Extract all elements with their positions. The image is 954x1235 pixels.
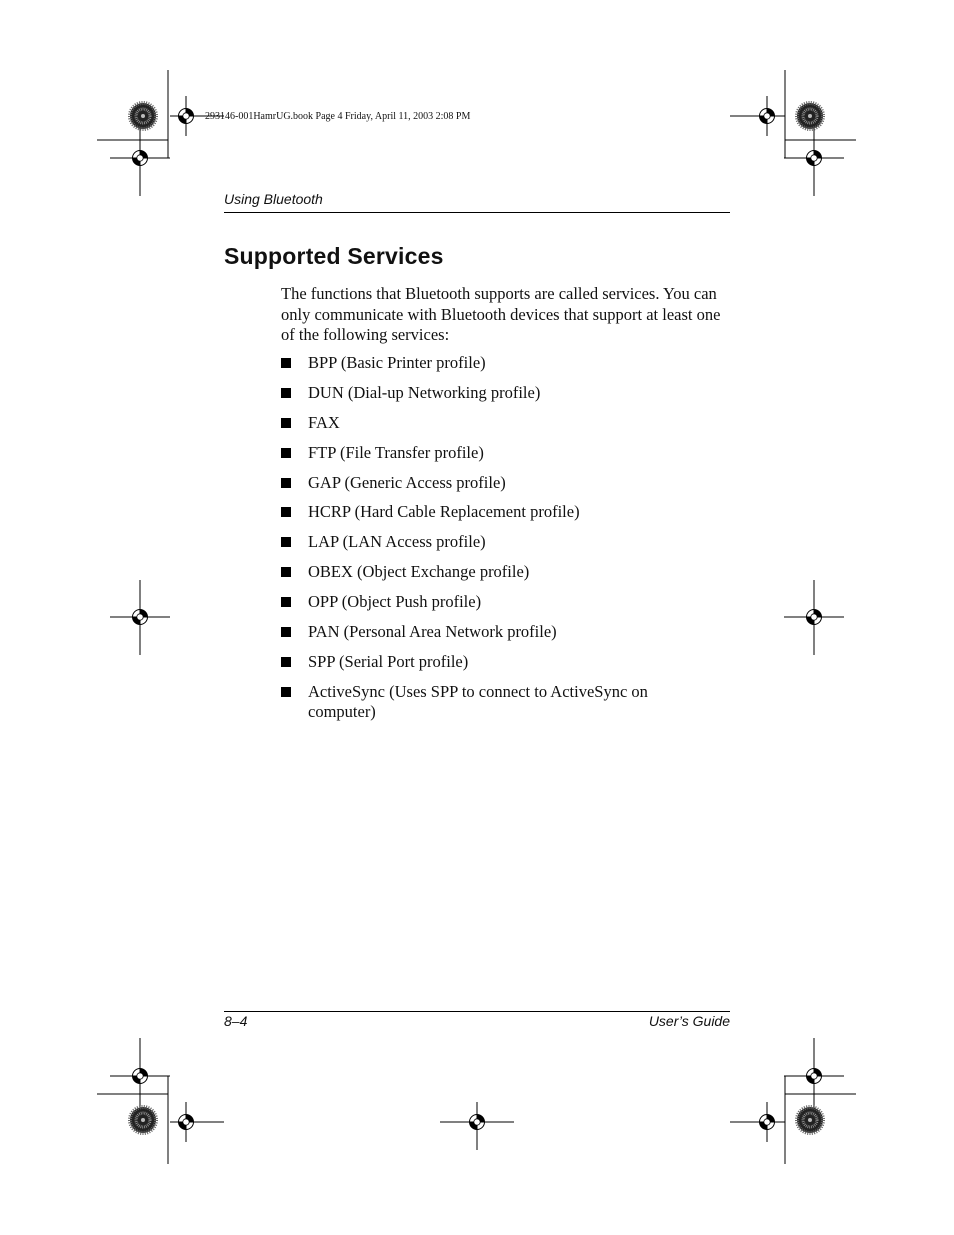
list-item <box>281 652 721 673</box>
list-item <box>281 502 721 523</box>
services-list <box>281 353 721 732</box>
list-item <box>281 443 721 464</box>
list-item-text: SPP (Serial Port profile) <box>308 651 469 671</box>
footer-rule <box>224 1011 730 1012</box>
bullet-icon <box>281 627 291 637</box>
list-item <box>281 532 721 553</box>
list-item-text: PAN (Personal Area Network profile) <box>308 622 557 642</box>
bullet-icon <box>281 388 291 398</box>
list-item <box>281 682 721 723</box>
bullet-icon <box>281 507 291 517</box>
list-item-text: BPP (Basic Printer profile) <box>308 353 486 372</box>
list-item-text: DUN (Dial-up Networking profile) <box>308 382 541 402</box>
list-item <box>281 413 721 434</box>
header-rule <box>224 212 730 213</box>
intro-paragraph: The functions that Bluetooth supports are called services. You can only communicate with Bluetooth devices that support at least one of the following services: <box>281 284 721 345</box>
bullet-icon <box>281 358 291 368</box>
list-item-text: GAP (Generic Access profile) <box>308 472 506 492</box>
running-header: Using Bluetooth <box>224 191 323 207</box>
list-item <box>281 473 721 494</box>
bullet-icon <box>281 418 291 428</box>
list-item <box>281 592 721 613</box>
list-item-text: HCRP (Hard Cable Replacement profile) <box>308 502 580 522</box>
list-item-text: OPP (Object Push profile) <box>308 592 482 612</box>
section-title: Supported Services <box>224 243 444 269</box>
list-item <box>281 622 721 643</box>
list-item-text: FTP (File Transfer profile) <box>308 442 484 462</box>
bullet-icon <box>281 597 291 607</box>
list-item-text: OBEX (Object Exchange profile) <box>308 562 530 582</box>
bullet-icon <box>281 657 291 667</box>
page-number: 8–4 <box>224 1013 248 1029</box>
list-item <box>281 383 721 404</box>
print-slug: 293146-001HamrUG.book Page 4 Friday, April 11, 2003 2:08 PM <box>205 111 471 122</box>
list-item-text: ActiveSync (Uses SPP to connect to ActiveSync on computer) <box>308 681 648 722</box>
bullet-icon <box>281 448 291 458</box>
bullet-icon <box>281 478 291 488</box>
bullet-icon <box>281 687 291 697</box>
list-item <box>281 562 721 583</box>
list-item <box>281 353 721 374</box>
bullet-icon <box>281 537 291 547</box>
book-title: User’s Guide <box>648 1013 730 1029</box>
bullet-icon <box>281 567 291 577</box>
list-item-text: LAP (LAN Access profile) <box>308 532 486 552</box>
list-item-text: FAX <box>308 412 340 432</box>
